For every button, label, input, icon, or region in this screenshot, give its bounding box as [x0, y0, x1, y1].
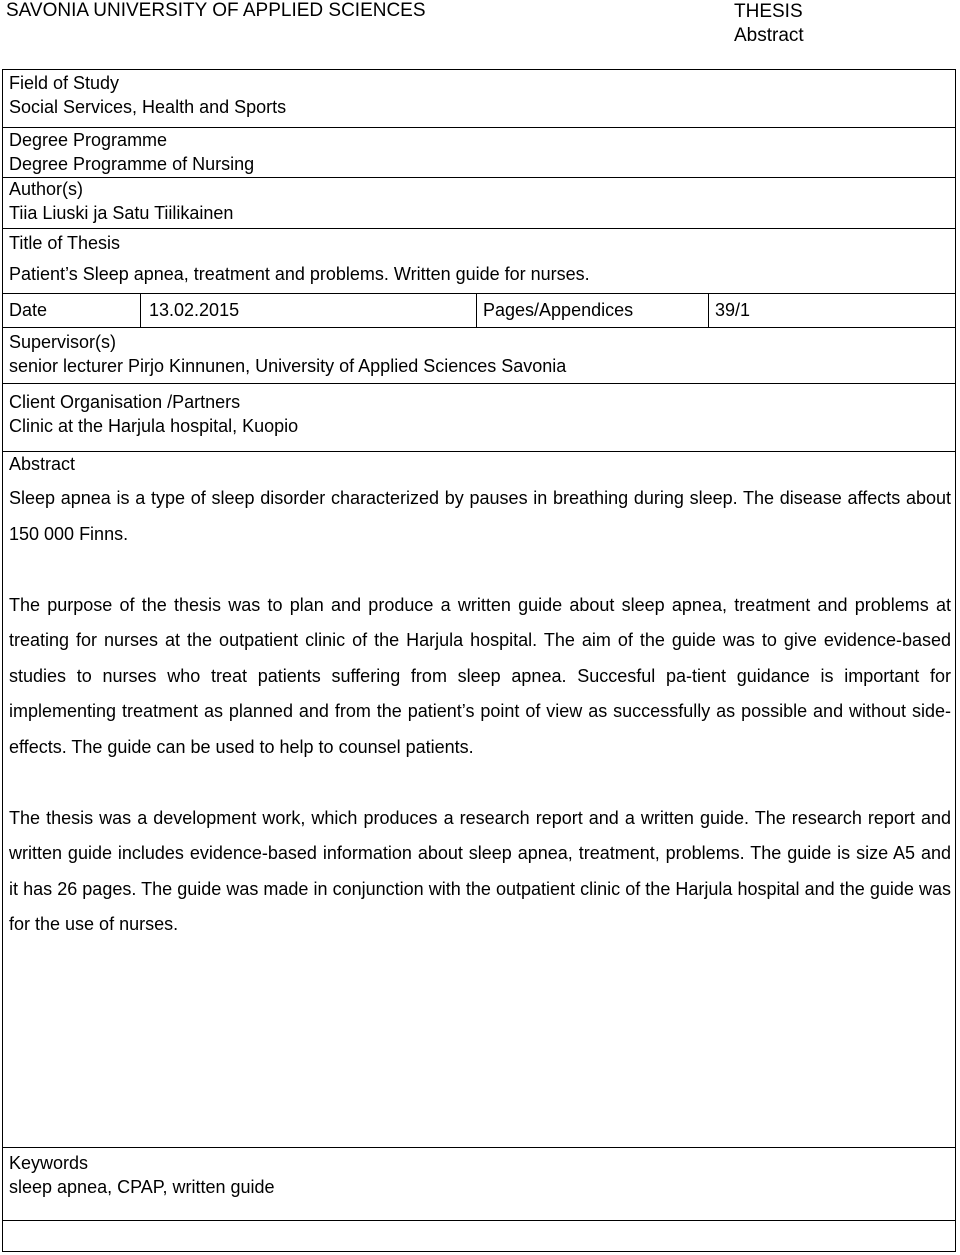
column-divider	[708, 294, 709, 327]
abstract-section	[3, 451, 955, 1147]
thesis-abstract-form	[2, 69, 956, 1252]
supervisor-row	[3, 327, 955, 387]
column-divider	[140, 294, 141, 327]
abstract-body	[9, 481, 951, 943]
title-value: Patient’s Sleep apnea, treatment and problems. Written guide for nurses.	[9, 264, 590, 284]
field-of-study-label: Field of Study	[9, 73, 120, 93]
pages-value: 39/1	[715, 300, 751, 320]
document-type-subtitle: Abstract	[734, 25, 804, 46]
document-type	[734, 0, 804, 48]
abstract-paragraph: The thesis was a development work, which produces a research report and a written guide. The research report and written guide includes evidence-based information about sleep apnea, treatment, problems. The guide is size A5 and it has 26 pages. The guide was made in conjunction with the outpatient clinic of the Harjula hospital and the guide was for the use of nurses.	[9, 807, 951, 934]
client-row	[3, 383, 955, 451]
title-label: Title of Thesis	[9, 233, 121, 253]
supervisor-label: Supervisor(s)	[9, 332, 117, 352]
column-divider	[476, 294, 477, 327]
pages-label: Pages/Appendices	[483, 300, 634, 320]
client-value: Clinic at the Harjula hospital, Kuopio	[9, 416, 299, 436]
date-pages-row	[3, 293, 955, 327]
supervisor-value: senior lecturer Pirjo Kinnunen, University of Applied Sciences Savonia	[9, 356, 567, 376]
field-of-study-value: Social Services, Health and Sports	[9, 97, 287, 117]
degree-programme-value: Degree Programme of Nursing	[9, 154, 255, 174]
keywords-value: sleep apnea, CPAP, written guide	[9, 1177, 275, 1197]
institution-name: SAVONIA UNIVERSITY OF APPLIED SCIENCES	[6, 0, 426, 21]
form-footer-strip	[3, 1220, 955, 1251]
date-label: Date	[9, 300, 48, 320]
date-value: 13.02.2015	[149, 300, 240, 320]
authors-value: Tiia Liuski ja Satu Tiilikainen	[9, 203, 234, 223]
authors-row	[3, 177, 955, 227]
client-label: Client Organisation /Partners	[9, 392, 241, 412]
keywords-label: Keywords	[9, 1153, 89, 1173]
document-type-title: THESIS	[734, 1, 803, 22]
abstract-label: Abstract	[9, 454, 76, 474]
degree-programme-label: Degree Programme	[9, 130, 168, 150]
title-row	[3, 228, 955, 293]
authors-label: Author(s)	[9, 179, 84, 199]
field-of-study-row	[3, 70, 955, 128]
keywords-row	[3, 1147, 955, 1223]
abstract-paragraph: Sleep apnea is a type of sleep disorder characterized by pauses in breathing during sleep. The disease affects about 150 000 Finns.	[9, 488, 951, 544]
degree-programme-row	[3, 127, 955, 182]
abstract-paragraph: The purpose of the thesis was to plan and produce a written guide about sleep apnea, treatment and problems at treating for nurses at the outpatient clinic of the Harjula hospital. The aim of the guide was to give evidence-based studies to nurses who treat patients suffering from sleep apnea. Succesful pa-tient guidance is important for implementing treatment as planned and from the patient’s point of view as successfully as possible and without side-effects. The guide can be used to help to counsel patients.	[9, 594, 951, 757]
